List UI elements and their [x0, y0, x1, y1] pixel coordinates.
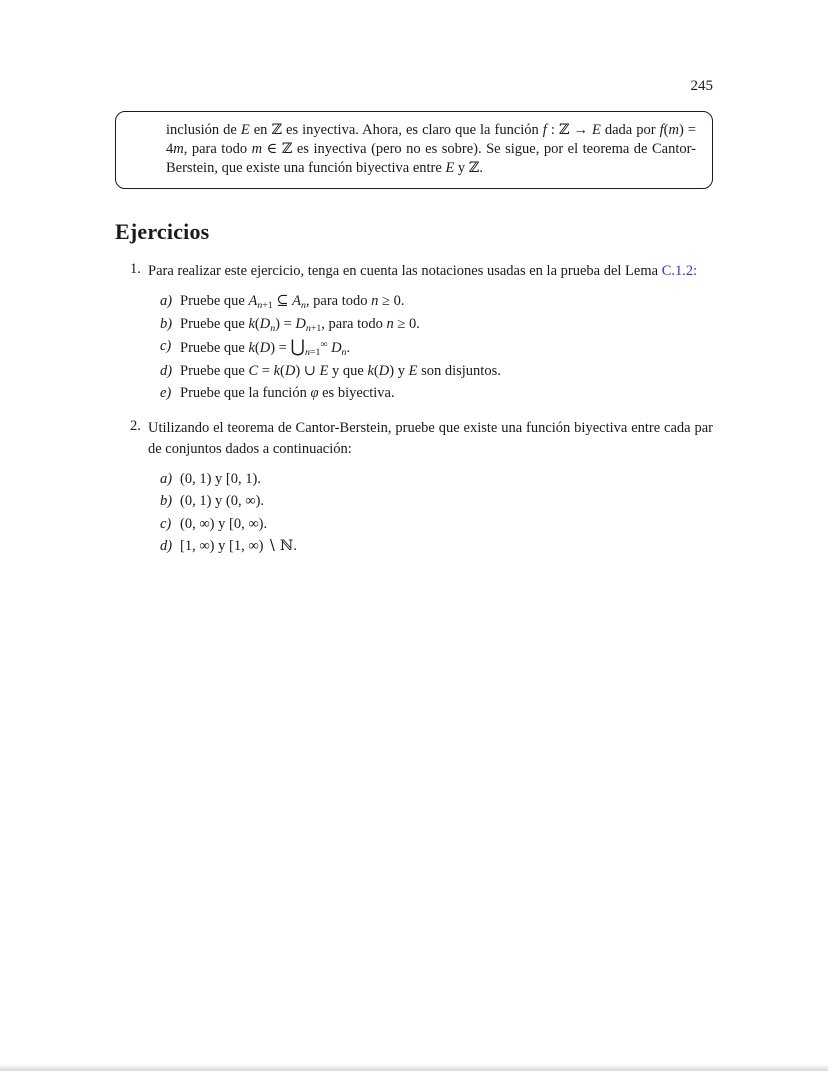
exercise-number: 1. — [130, 261, 141, 278]
subitem-text: (0, ∞) y [0, ∞). — [180, 515, 268, 532]
subitem-text: (0, 1) y [0, 1). — [180, 470, 261, 487]
lema-ref-link[interactable]: C.1.2: — [661, 263, 698, 280]
theorem-box — [115, 111, 713, 189]
subitem-label: d) — [160, 362, 173, 379]
exercise-lead-text: Para realizar este ejercicio, tenga en cuenta las notaciones usadas en la prueba del Lema — [148, 263, 662, 280]
subitem — [160, 490, 713, 513]
subitem-text: Pruebe que la función φ es biyectiva. — [180, 385, 395, 402]
page-content — [115, 78, 713, 571]
exercise-subitem-list — [148, 290, 713, 405]
exercise-item-1 — [115, 261, 713, 405]
subitem — [160, 382, 713, 405]
page-number: 245 — [690, 78, 713, 94]
subitem — [160, 360, 713, 383]
subitem-label: b) — [160, 493, 173, 510]
subitem-label: d) — [160, 538, 173, 555]
subitem-label: a) — [160, 293, 173, 310]
subitem — [160, 290, 713, 313]
subitem — [160, 535, 713, 558]
subitem — [160, 468, 713, 491]
section-title: Ejercicios — [115, 219, 210, 245]
subitem-text: Pruebe que $A_{n+1}$ ⊆ $A_n$, para todo n ≥ 0. — [180, 293, 405, 312]
exercise-number: 2. — [130, 417, 141, 434]
subitem — [160, 313, 713, 336]
page-edge-shadow — [0, 1064, 828, 1071]
theorem-box-text: inclusión de E en ℤ es inyectiva. Ahora, es claro que la función f : ℤ → E dada por f(m) = 4m, para todo m ∈ ℤ es inyectiva (pero no es sobre). Se sigue, por el teorema de Cantor-Berstein, que existe una función biyectiva entre E y ℤ. — [166, 122, 696, 177]
subitem-text: [1, ∞) y [1, ∞) ∖ ℕ. — [180, 538, 297, 555]
subitem-text: Pruebe que $k(D_n) = D_{n+1}$, para todo n ≥ 0. — [180, 315, 420, 334]
exercise-body — [148, 418, 713, 558]
subitem-label: e) — [160, 385, 172, 402]
subitem-text: (0, 1) y (0, ∞). — [180, 493, 265, 510]
exercise-subitem-list — [148, 468, 713, 558]
exercise-lead: Utilizando el teorema de Cantor-Berstein, pruebe que existe una función biyectiva entre cada par de conjuntos dados a continuación: — [148, 419, 713, 457]
subitem — [160, 513, 713, 536]
subitem-label: a) — [160, 470, 173, 487]
subitem-label: c) — [160, 515, 172, 532]
subitem-label: c) — [160, 338, 172, 355]
exercise-item-2 — [115, 418, 713, 558]
subitem-label: b) — [160, 315, 173, 332]
subitem — [160, 335, 713, 360]
subitem-text: Pruebe que $k(D) = ⋃_{n=1}^\infty$ $D_n$. — [180, 336, 351, 359]
subitem-text: Pruebe que C = k(D) ∪ E y que k(D) y E son disjuntos. — [180, 362, 501, 379]
exercise-body — [148, 261, 713, 405]
exercise-lead — [148, 261, 713, 282]
